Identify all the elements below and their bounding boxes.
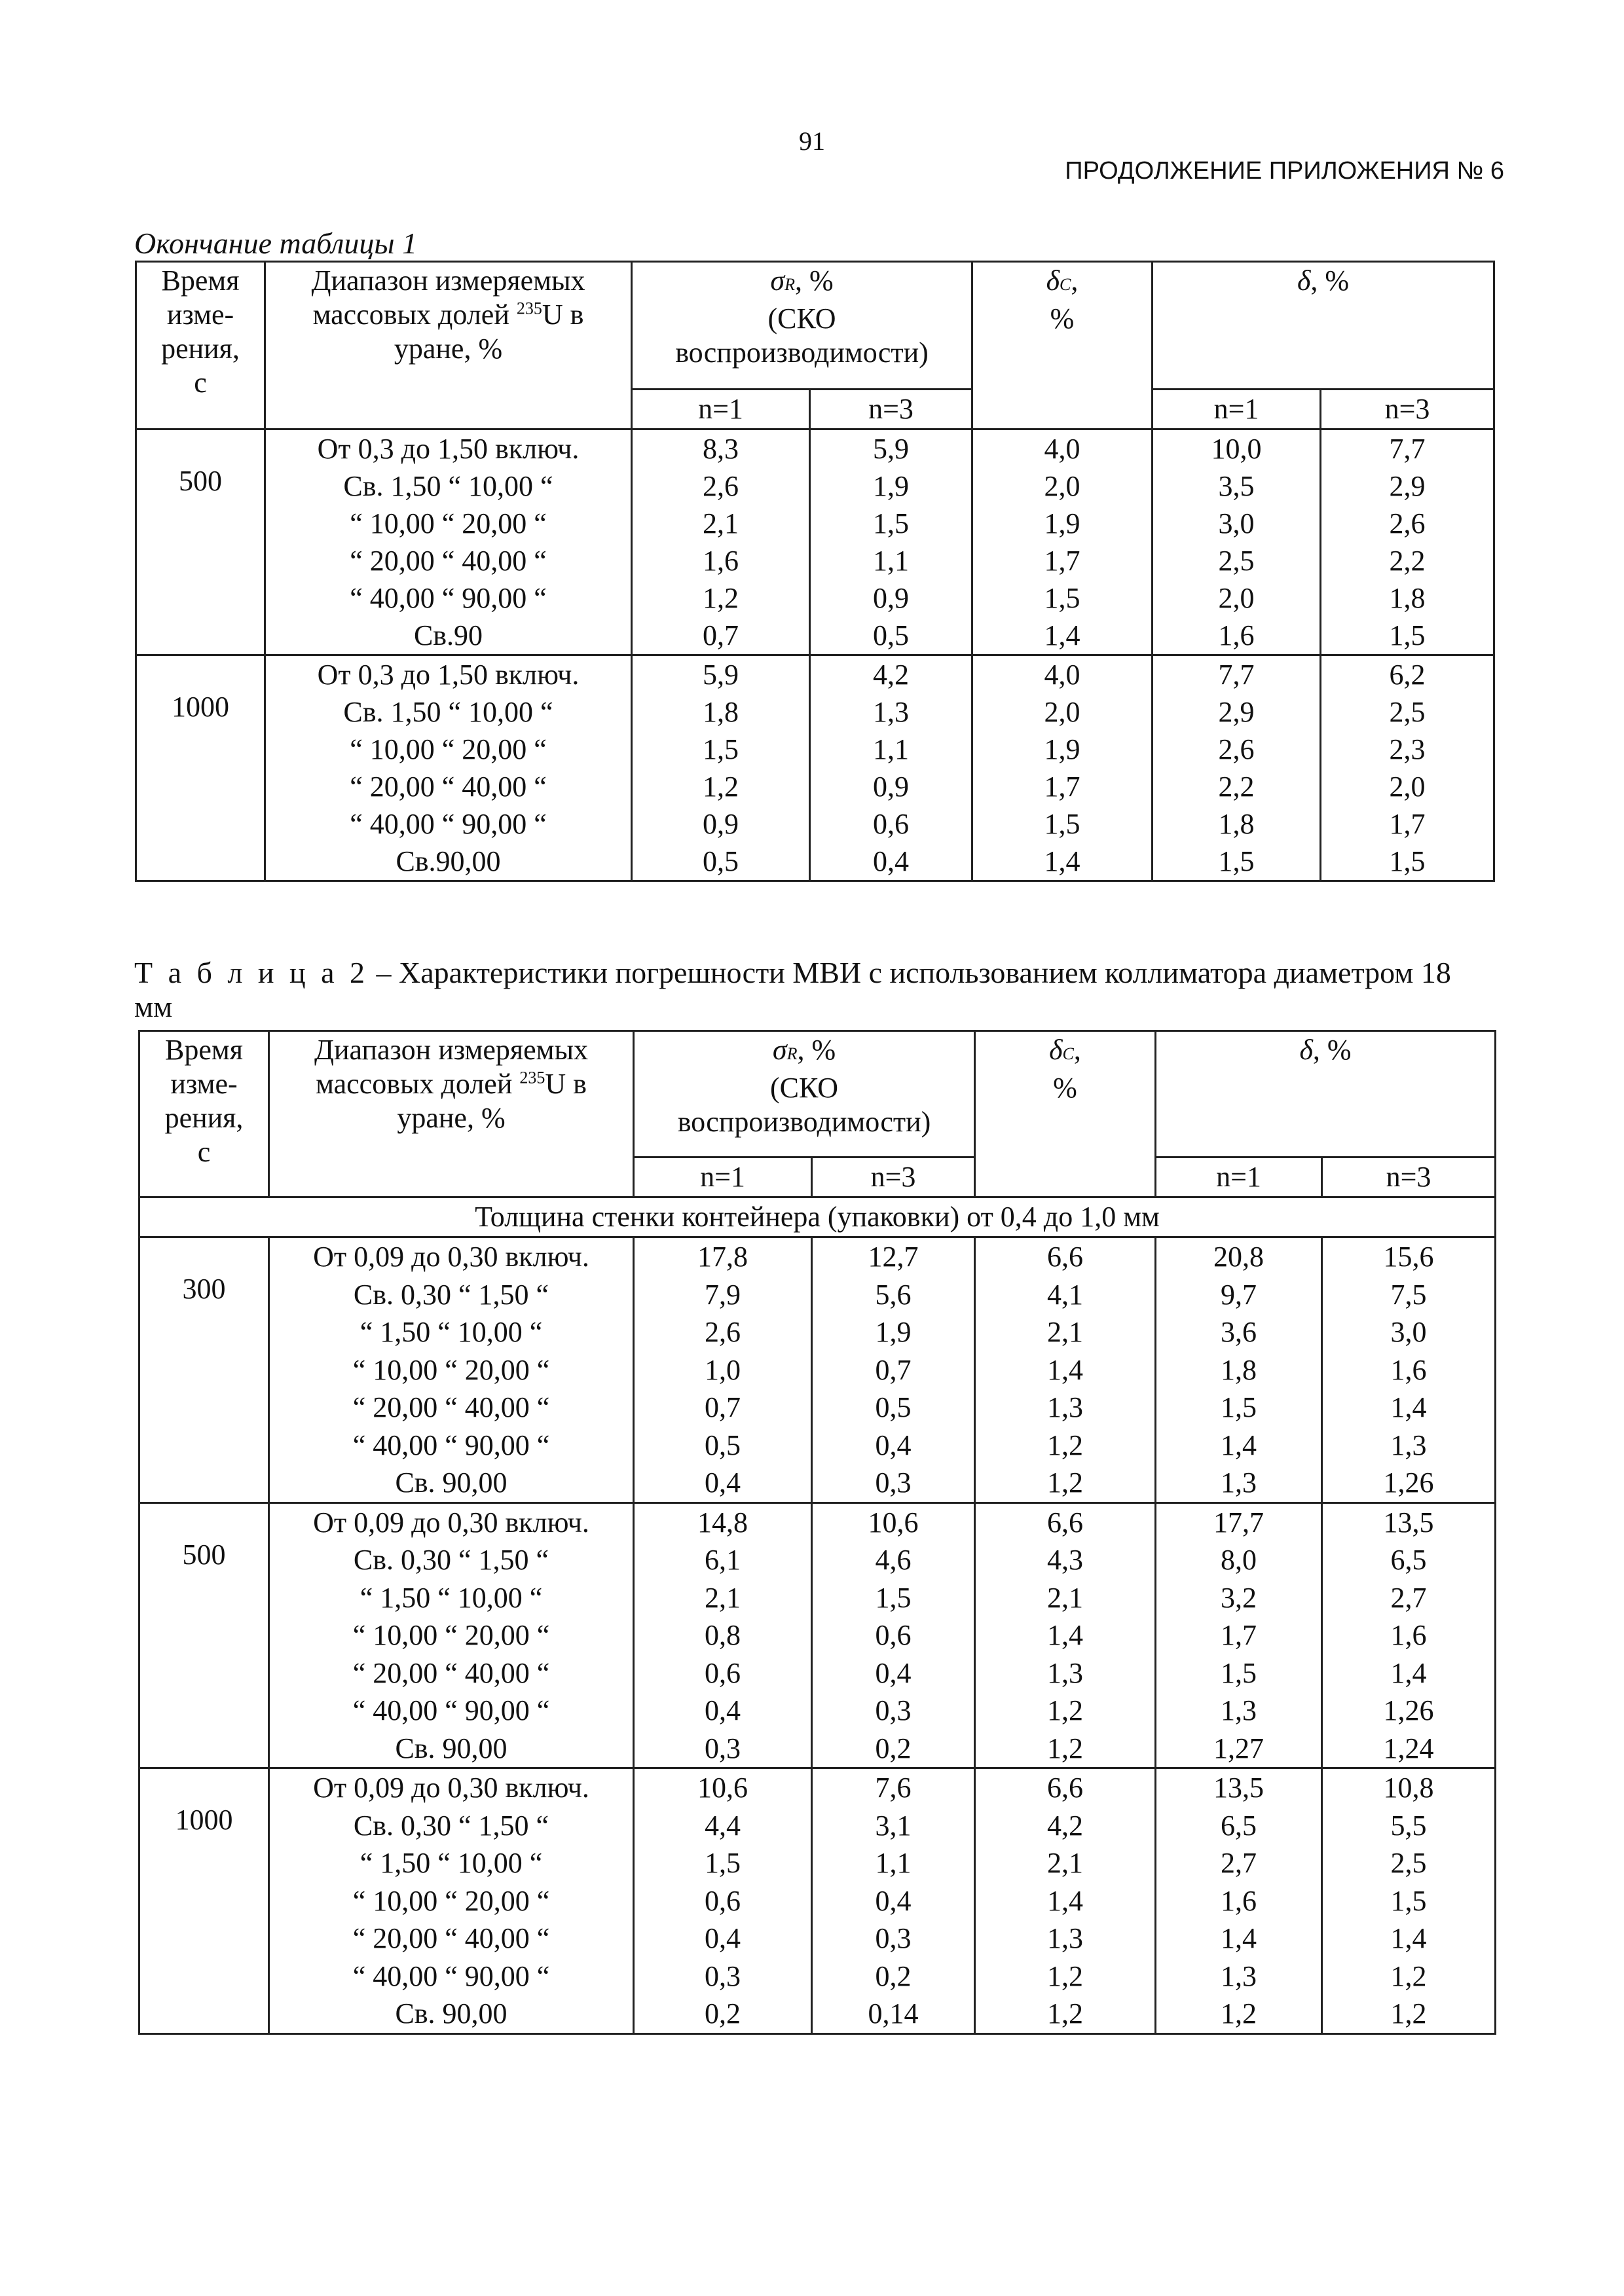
cell-value: 2,5 bbox=[1389, 696, 1426, 728]
col-delta-header: δ, % bbox=[1153, 262, 1494, 390]
cell-value: 0,9 bbox=[873, 582, 909, 614]
cell-value: 2,1 bbox=[705, 1581, 741, 1614]
time-cell: 500 bbox=[139, 1503, 269, 1768]
cell-value: 4,1 bbox=[1047, 1278, 1083, 1311]
cell-value: 1,4 bbox=[1390, 1391, 1427, 1423]
cell-value: 1,9 bbox=[875, 1316, 912, 1348]
cell-value: “ 10,00 “ 20,00 “ bbox=[350, 733, 547, 765]
cell-value: 1,8 bbox=[1389, 582, 1426, 614]
cell-value: 15,6 bbox=[1383, 1241, 1434, 1273]
cell-value: 6,5 bbox=[1221, 1809, 1257, 1842]
cell-value: 1,2 bbox=[1047, 1429, 1083, 1461]
cell-value: От 0,3 до 1,50 включ. bbox=[317, 659, 580, 691]
section-row bbox=[139, 1197, 1496, 1237]
cell-value: 2,6 bbox=[1389, 507, 1426, 539]
delta-n3-cell bbox=[1322, 1237, 1496, 1503]
cell-value: 1,2 bbox=[1047, 1694, 1083, 1726]
cell-value: 1,3 bbox=[1221, 1467, 1257, 1499]
cell-value: 7,5 bbox=[1390, 1278, 1427, 1311]
cell-value: 1,5 bbox=[1044, 808, 1080, 840]
cell-value: 1,7 bbox=[1044, 545, 1080, 577]
col-sigma-header: σR, % (СКО воспроизводимости) bbox=[634, 1031, 975, 1157]
cell-value: 3,5 bbox=[1218, 470, 1255, 502]
cell-value: 0,7 bbox=[875, 1353, 912, 1386]
cell-value: 8,3 bbox=[703, 433, 739, 465]
cell-value: Св. 1,50 “ 10,00 “ bbox=[343, 696, 553, 728]
cell-value: 1,3 bbox=[1221, 1959, 1257, 1992]
sigma-n1-cell bbox=[632, 429, 810, 655]
delta-n3-cell bbox=[1322, 1503, 1496, 1768]
range-cell bbox=[269, 1503, 634, 1768]
cell-value: 4,2 bbox=[1047, 1809, 1083, 1842]
delta-n1-cell bbox=[1156, 1768, 1322, 2034]
cell-value: 2,9 bbox=[1218, 696, 1255, 728]
sigma-n3-cell bbox=[810, 655, 972, 881]
sigma-n1-cell bbox=[632, 655, 810, 881]
cell-value: 0,8 bbox=[705, 1619, 741, 1651]
cell-value: От 0,3 до 1,50 включ. bbox=[317, 433, 580, 465]
cell-value: 0,6 bbox=[875, 1619, 912, 1651]
cell-value: Св. 90,00 bbox=[395, 1467, 507, 1499]
cell-value: 2,1 bbox=[1047, 1316, 1083, 1348]
cell-value: 1,4 bbox=[1047, 1619, 1083, 1651]
cell-value: 1,6 bbox=[1390, 1619, 1427, 1651]
cell-value: 1,5 bbox=[705, 1847, 741, 1879]
section-label: Толщина стенки контейнера (упаковки) от 0,4 до 1,0 мм bbox=[139, 1197, 1496, 1237]
time-cell: 300 bbox=[139, 1237, 269, 1503]
cell-value: Св.90 bbox=[413, 619, 483, 651]
cell-value: 1,9 bbox=[873, 470, 909, 502]
cell-value: 6,6 bbox=[1047, 1241, 1083, 1273]
cell-value: 8,0 bbox=[1221, 1544, 1257, 1576]
cell-value: От 0,09 до 0,30 включ. bbox=[313, 1241, 589, 1273]
cell-value: 1,9 bbox=[1044, 507, 1080, 539]
cell-value: 10,8 bbox=[1383, 1772, 1434, 1804]
cell-value: 7,7 bbox=[1218, 659, 1255, 691]
cell-value: 1,2 bbox=[1047, 1732, 1083, 1764]
cell-value: Св. 90,00 bbox=[395, 1997, 507, 2030]
cell-value: 0,2 bbox=[875, 1732, 912, 1764]
cell-value: 1,5 bbox=[1390, 1884, 1427, 1917]
cell-value: 4,4 bbox=[705, 1809, 741, 1842]
cell-value: 1,6 bbox=[703, 545, 739, 577]
table1 bbox=[135, 261, 1495, 882]
table2 bbox=[138, 1030, 1496, 2035]
deltac-cell bbox=[975, 1237, 1156, 1503]
cell-value: 6,6 bbox=[1047, 1506, 1083, 1539]
cell-value: “ 40,00 “ 90,00 “ bbox=[350, 808, 547, 840]
cell-value: 0,2 bbox=[705, 1997, 741, 2030]
cell-value: “ 20,00 “ 40,00 “ bbox=[352, 1391, 550, 1423]
cell-value: 14,8 bbox=[697, 1506, 748, 1539]
cell-value: 0,6 bbox=[873, 808, 909, 840]
cell-value: “ 10,00 “ 20,00 “ bbox=[352, 1619, 550, 1651]
col-delta-header: δ, % bbox=[1156, 1031, 1496, 1157]
cell-value: “ 20,00 “ 40,00 “ bbox=[350, 771, 547, 803]
cell-value: 0,3 bbox=[875, 1694, 912, 1726]
cell-value: 0,6 bbox=[705, 1656, 741, 1689]
sigma-n3-header: n=3 bbox=[812, 1157, 975, 1197]
cell-value: 1,8 bbox=[703, 696, 739, 728]
cell-value: 0,3 bbox=[705, 1959, 741, 1992]
cell-value: 0,3 bbox=[875, 1467, 912, 1499]
range-cell bbox=[265, 429, 632, 655]
cell-value: 3,6 bbox=[1221, 1316, 1257, 1348]
appendix-header: ПРОДОЛЖЕНИЕ ПРИЛОЖЕНИЯ № 6 bbox=[1065, 157, 1504, 185]
cell-value: 1,8 bbox=[1218, 808, 1255, 840]
cell-value: 1,4 bbox=[1390, 1656, 1427, 1689]
cell-value: 0,4 bbox=[875, 1884, 912, 1917]
cell-value: 7,9 bbox=[705, 1278, 741, 1311]
delta-n1-header: n=1 bbox=[1153, 390, 1321, 429]
cell-value: 1,5 bbox=[1221, 1391, 1257, 1423]
delta-n1-cell bbox=[1153, 429, 1321, 655]
cell-value: “ 40,00 “ 90,00 “ bbox=[352, 1694, 550, 1726]
cell-value: 1,5 bbox=[1389, 845, 1426, 877]
cell-value: 0,3 bbox=[875, 1922, 912, 1954]
deltac-cell bbox=[972, 429, 1153, 655]
cell-value: Св. 0,30 “ 1,50 “ bbox=[353, 1544, 549, 1576]
table-row-group bbox=[139, 1503, 1496, 1768]
cell-value: 6,1 bbox=[705, 1544, 741, 1576]
cell-value: “ 20,00 “ 40,00 “ bbox=[352, 1922, 550, 1954]
cell-value: 2,3 bbox=[1389, 733, 1426, 765]
cell-value: 10,6 bbox=[868, 1506, 919, 1539]
cell-value: 1,4 bbox=[1390, 1922, 1427, 1954]
cell-value: 0,2 bbox=[875, 1959, 912, 1992]
cell-value: 0,4 bbox=[875, 1429, 912, 1461]
cell-value: 0,4 bbox=[873, 845, 909, 877]
cell-value: 1,3 bbox=[1047, 1391, 1083, 1423]
cell-value: 1,2 bbox=[703, 771, 739, 803]
cell-value: 1,3 bbox=[1047, 1656, 1083, 1689]
sigma-n3-cell bbox=[812, 1768, 975, 2034]
cell-value: “ 40,00 “ 90,00 “ bbox=[352, 1959, 550, 1992]
cell-value: 20,8 bbox=[1213, 1241, 1264, 1273]
cell-value: Св. 90,00 bbox=[395, 1732, 507, 1764]
table-row-group bbox=[136, 429, 1494, 655]
sigma-n1-cell bbox=[634, 1237, 812, 1503]
cell-value: 1,4 bbox=[1044, 619, 1080, 651]
sigma-n3-cell bbox=[812, 1237, 975, 1503]
cell-value: 1,3 bbox=[1047, 1922, 1083, 1954]
cell-value: 5,6 bbox=[875, 1278, 912, 1311]
cell-value: 0,14 bbox=[868, 1997, 919, 2030]
range-cell bbox=[269, 1237, 634, 1503]
cell-value: 3,0 bbox=[1390, 1316, 1427, 1348]
cell-value: 1,7 bbox=[1221, 1619, 1257, 1651]
cell-value: 1,1 bbox=[873, 545, 909, 577]
cell-value: Св.90,00 bbox=[396, 845, 501, 877]
cell-value: 3,2 bbox=[1221, 1581, 1257, 1614]
delta-n3-cell bbox=[1321, 429, 1494, 655]
delta-n1-cell bbox=[1156, 1237, 1322, 1503]
cell-value: 0,6 bbox=[705, 1884, 741, 1917]
cell-value: 1,6 bbox=[1221, 1884, 1257, 1917]
cell-value: 2,5 bbox=[1218, 545, 1255, 577]
delta-n3-cell bbox=[1322, 1768, 1496, 2034]
cell-value: 0,4 bbox=[705, 1922, 741, 1954]
cell-value: 0,9 bbox=[703, 808, 739, 840]
sigma-n3-cell bbox=[810, 429, 972, 655]
cell-value: 2,0 bbox=[1044, 470, 1080, 502]
col-deltac-header: δC, % bbox=[972, 262, 1153, 429]
col-deltac-header: δC, % bbox=[975, 1031, 1156, 1197]
cell-value: 7,6 bbox=[875, 1772, 912, 1804]
table-row-group bbox=[136, 655, 1494, 881]
cell-value: 0,4 bbox=[705, 1467, 741, 1499]
cell-value: 3,1 bbox=[875, 1809, 912, 1842]
cell-value: “ 10,00 “ 20,00 “ bbox=[352, 1884, 550, 1917]
cell-value: 17,7 bbox=[1213, 1506, 1264, 1539]
cell-value: 1,4 bbox=[1044, 845, 1080, 877]
cell-value: 1,3 bbox=[1221, 1694, 1257, 1726]
sigma-n1-cell bbox=[634, 1768, 812, 2034]
cell-value: 0,5 bbox=[703, 845, 739, 877]
table-row-group bbox=[139, 1768, 1496, 2034]
cell-value: 13,5 bbox=[1213, 1772, 1264, 1804]
col-time-header: Время изме- рения, с bbox=[139, 1031, 269, 1197]
sigma-n1-cell bbox=[634, 1503, 812, 1768]
cell-value: 1,4 bbox=[1221, 1922, 1257, 1954]
delta-n1-cell bbox=[1153, 655, 1321, 881]
cell-value: 1,5 bbox=[875, 1581, 912, 1614]
delta-n3-cell bbox=[1321, 655, 1494, 881]
cell-value: 1,5 bbox=[1218, 845, 1255, 877]
cell-value: 1,2 bbox=[1047, 1959, 1083, 1992]
cell-value: “ 20,00 “ 40,00 “ bbox=[352, 1656, 550, 1689]
cell-value: 2,1 bbox=[1047, 1847, 1083, 1879]
cell-value: “ 40,00 “ 90,00 “ bbox=[350, 582, 547, 614]
cell-value: 0,3 bbox=[705, 1732, 741, 1764]
cell-value: 1,5 bbox=[1389, 619, 1426, 651]
cell-value: 1,2 bbox=[1047, 1467, 1083, 1499]
cell-value: 6,6 bbox=[1047, 1772, 1083, 1804]
cell-value: “ 1,50 “ 10,00 “ bbox=[360, 1581, 543, 1614]
cell-value: 1,1 bbox=[875, 1847, 912, 1879]
cell-value: 2,7 bbox=[1390, 1581, 1427, 1614]
cell-value: 13,5 bbox=[1383, 1506, 1434, 1539]
cell-value: 1,5 bbox=[873, 507, 909, 539]
delta-n1-cell bbox=[1156, 1503, 1322, 1768]
cell-value: 1,3 bbox=[1390, 1429, 1427, 1461]
cell-value: 1,6 bbox=[1218, 619, 1255, 651]
sigma-n3-cell bbox=[812, 1503, 975, 1768]
deltac-cell bbox=[975, 1768, 1156, 2034]
cell-value: 6,2 bbox=[1389, 659, 1426, 691]
cell-value: 2,1 bbox=[703, 507, 739, 539]
cell-value: 2,6 bbox=[703, 470, 739, 502]
cell-value: 1,2 bbox=[1047, 1997, 1083, 2030]
cell-value: 1,4 bbox=[1221, 1429, 1257, 1461]
cell-value: 2,2 bbox=[1389, 545, 1426, 577]
cell-value: “ 40,00 “ 90,00 “ bbox=[352, 1429, 550, 1461]
cell-value: 1,3 bbox=[873, 696, 909, 728]
cell-value: 2,0 bbox=[1389, 771, 1426, 803]
cell-value: 1,26 bbox=[1383, 1694, 1434, 1726]
cell-value: Св. 0,30 “ 1,50 “ bbox=[353, 1809, 549, 1842]
cell-value: 10,6 bbox=[697, 1772, 748, 1804]
cell-value: 0,7 bbox=[705, 1391, 741, 1423]
sigma-n1-header: n=1 bbox=[634, 1157, 812, 1197]
cell-value: 1,2 bbox=[1390, 1997, 1427, 2030]
cell-value: 2,7 bbox=[1221, 1847, 1257, 1879]
table2-caption: Т а б л и ц а 2 – Характеристики погрешности МВИ с использованием коллиматора диаметром 18 мм bbox=[134, 956, 1451, 1023]
cell-value: 4,6 bbox=[875, 1544, 912, 1576]
deltac-cell bbox=[975, 1503, 1156, 1768]
cell-value: 5,9 bbox=[703, 659, 739, 691]
cell-value: 4,3 bbox=[1047, 1544, 1083, 1576]
delta-n3-header: n=3 bbox=[1322, 1157, 1496, 1197]
cell-value: 2,0 bbox=[1218, 582, 1255, 614]
col-time-header: Время изме- рения, с bbox=[136, 262, 265, 429]
time-cell: 1000 bbox=[136, 655, 265, 881]
cell-value: Св. 1,50 “ 10,00 “ bbox=[343, 470, 553, 502]
cell-value: 0,4 bbox=[705, 1694, 741, 1726]
cell-value: 1,4 bbox=[1047, 1353, 1083, 1386]
cell-value: 1,24 bbox=[1383, 1732, 1434, 1764]
cell-value: 4,2 bbox=[873, 659, 909, 691]
range-cell bbox=[269, 1768, 634, 2034]
time-cell: 1000 bbox=[139, 1768, 269, 2034]
cell-value: 1,9 bbox=[1044, 733, 1080, 765]
table-row-group bbox=[139, 1237, 1496, 1503]
cell-value: 1,7 bbox=[1044, 771, 1080, 803]
cell-value: 2,1 bbox=[1047, 1581, 1083, 1614]
cell-value: 1,27 bbox=[1213, 1732, 1264, 1764]
cell-value: 9,7 bbox=[1221, 1278, 1257, 1311]
cell-value: 1,4 bbox=[1047, 1884, 1083, 1917]
cell-value: 3,0 bbox=[1218, 507, 1255, 539]
cell-value: 0,9 bbox=[873, 771, 909, 803]
col-range-header: Диапазон измеряемых массовых долей $^{235}$U в уране, % bbox=[269, 1031, 634, 1197]
cell-value: 2,6 bbox=[1218, 733, 1255, 765]
cell-value: От 0,09 до 0,30 включ. bbox=[313, 1506, 589, 1539]
cell-value: 1,5 bbox=[1044, 582, 1080, 614]
cell-value: 1,6 bbox=[1390, 1353, 1427, 1386]
cell-value: 5,9 bbox=[873, 433, 909, 465]
delta-n3-header: n=3 bbox=[1321, 390, 1494, 429]
sigma-n3-header: n=3 bbox=[810, 390, 972, 429]
cell-value: “ 10,00 “ 20,00 “ bbox=[350, 507, 547, 539]
cell-value: 10,0 bbox=[1211, 433, 1262, 465]
cell-value: 12,7 bbox=[868, 1241, 919, 1273]
cell-value: 1,8 bbox=[1221, 1353, 1257, 1386]
range-cell bbox=[265, 655, 632, 881]
cell-value: 2,0 bbox=[1044, 696, 1080, 728]
cell-value: 1,5 bbox=[1221, 1656, 1257, 1689]
cell-value: 1,2 bbox=[1390, 1959, 1427, 1992]
cell-value: 1,7 bbox=[1389, 808, 1426, 840]
cell-value: 0,5 bbox=[873, 619, 909, 651]
cell-value: 2,2 bbox=[1218, 771, 1255, 803]
cell-value: 1,2 bbox=[1221, 1997, 1257, 2030]
cell-value: 4,0 bbox=[1044, 659, 1080, 691]
cell-value: От 0,09 до 0,30 включ. bbox=[313, 1772, 589, 1804]
cell-value: 0,5 bbox=[705, 1429, 741, 1461]
cell-value: 1,5 bbox=[703, 733, 739, 765]
cell-value: 2,6 bbox=[705, 1316, 741, 1348]
cell-value: “ 1,50 “ 10,00 “ bbox=[360, 1847, 543, 1879]
delta-n1-header: n=1 bbox=[1156, 1157, 1322, 1197]
col-range-header: Диапазон измеряемых массовых долей $^{235}$U в уране, % bbox=[265, 262, 632, 429]
cell-value: 6,5 bbox=[1390, 1544, 1427, 1576]
page-number: 91 bbox=[799, 126, 825, 156]
cell-value: 2,9 bbox=[1389, 470, 1426, 502]
cell-value: 0,5 bbox=[875, 1391, 912, 1423]
cell-value: 7,7 bbox=[1389, 433, 1426, 465]
cell-value: 1,2 bbox=[703, 582, 739, 614]
time-cell: 500 bbox=[136, 429, 265, 655]
table1-caption: Окончание таблицы 1 bbox=[134, 227, 417, 260]
col-sigma-header: σR, % (СКО воспроизводимости) bbox=[632, 262, 972, 390]
cell-value: “ 10,00 “ 20,00 “ bbox=[352, 1353, 550, 1386]
cell-value: 17,8 bbox=[697, 1241, 748, 1273]
cell-value: Св. 0,30 “ 1,50 “ bbox=[353, 1278, 549, 1311]
sigma-n1-header: n=1 bbox=[632, 390, 810, 429]
deltac-cell bbox=[972, 655, 1153, 881]
cell-value: 1,0 bbox=[705, 1353, 741, 1386]
cell-value: 5,5 bbox=[1390, 1809, 1427, 1842]
cell-value: 1,1 bbox=[873, 733, 909, 765]
cell-value: 1,26 bbox=[1383, 1467, 1434, 1499]
cell-value: 0,4 bbox=[875, 1656, 912, 1689]
cell-value: “ 20,00 “ 40,00 “ bbox=[350, 545, 547, 577]
cell-value: 2,5 bbox=[1390, 1847, 1427, 1879]
cell-value: 0,7 bbox=[703, 619, 739, 651]
cell-value: “ 1,50 “ 10,00 “ bbox=[360, 1316, 543, 1348]
cell-value: 4,0 bbox=[1044, 433, 1080, 465]
